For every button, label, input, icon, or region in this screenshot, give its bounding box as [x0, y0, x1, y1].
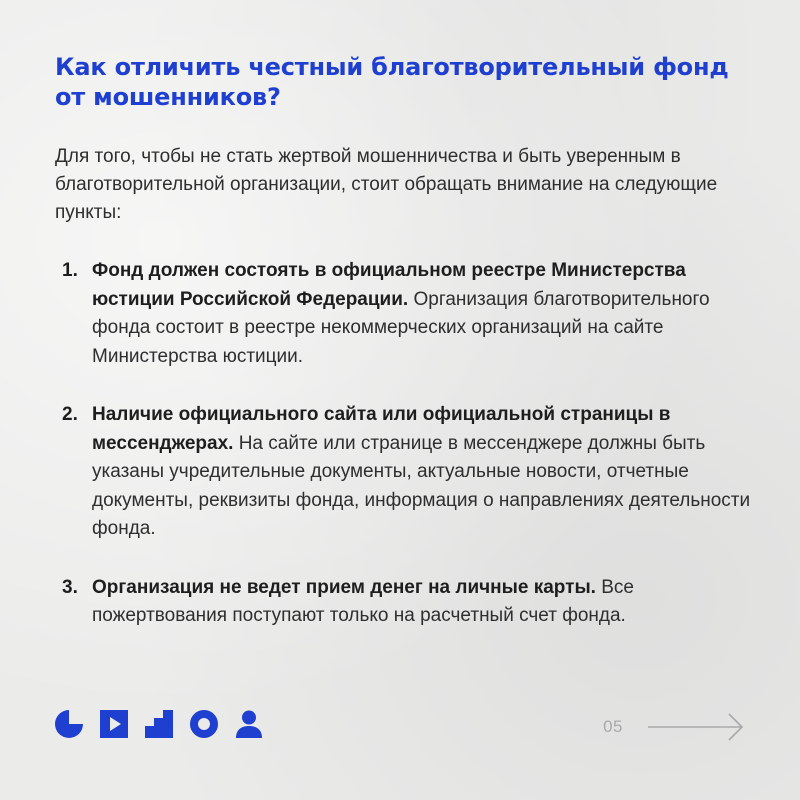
slide-content: [55, 52, 755, 631]
list-item-number: 1.: [62, 260, 78, 281]
list-item-text: Все пожертвования поступают только на расчетный счет фонда.: [92, 576, 634, 626]
list-item-number: 3.: [62, 576, 78, 598]
play-square-icon: [100, 710, 128, 738]
tips-list: [55, 257, 755, 631]
intro-paragraph: Для того, чтобы не стать жертвой мошенничества и быть уверенным в благотворительной организации, стоит обращать внимание на следующие пункты:: [55, 146, 718, 223]
arrow-right-icon[interactable]: [647, 712, 745, 742]
list-item: [62, 401, 752, 544]
footer: [55, 710, 745, 744]
page-number: 05: [603, 717, 623, 736]
list-item-number: 2.: [62, 404, 78, 425]
person-icon: [235, 710, 263, 738]
list-item-heading: Наличие официального сайта или официальной страницы в мессенджерах.: [92, 404, 671, 454]
list-item-text: На сайте или странице в мессенджере должны быть указаны учредительные документы, актуальные новости, отчетные документы, реквизиты фонда, информация о направлениях деятельности фонда.: [92, 432, 751, 539]
list-item-heading: Фонд должен состоять в официальном реестре Министерства юстиции Российской Федерации.: [92, 260, 686, 310]
brand-logo: [55, 710, 263, 738]
list-item: [62, 574, 752, 631]
page-navigation: [603, 710, 745, 744]
stairs-icon: [145, 710, 173, 738]
list-item-heading: Организация не ведет прием денег на личные карты.: [92, 576, 596, 598]
ring-icon: [190, 710, 218, 738]
list-item: [62, 257, 752, 371]
pacman-shape-icon: [55, 710, 83, 738]
list-item-text: Организация благотворительного фонда состоит в реестре некоммерческих организаций на сайте Министерства юстиции.: [92, 288, 710, 367]
page-title: Как отличить честный благотворительный фонд от мошенников?: [55, 53, 729, 111]
